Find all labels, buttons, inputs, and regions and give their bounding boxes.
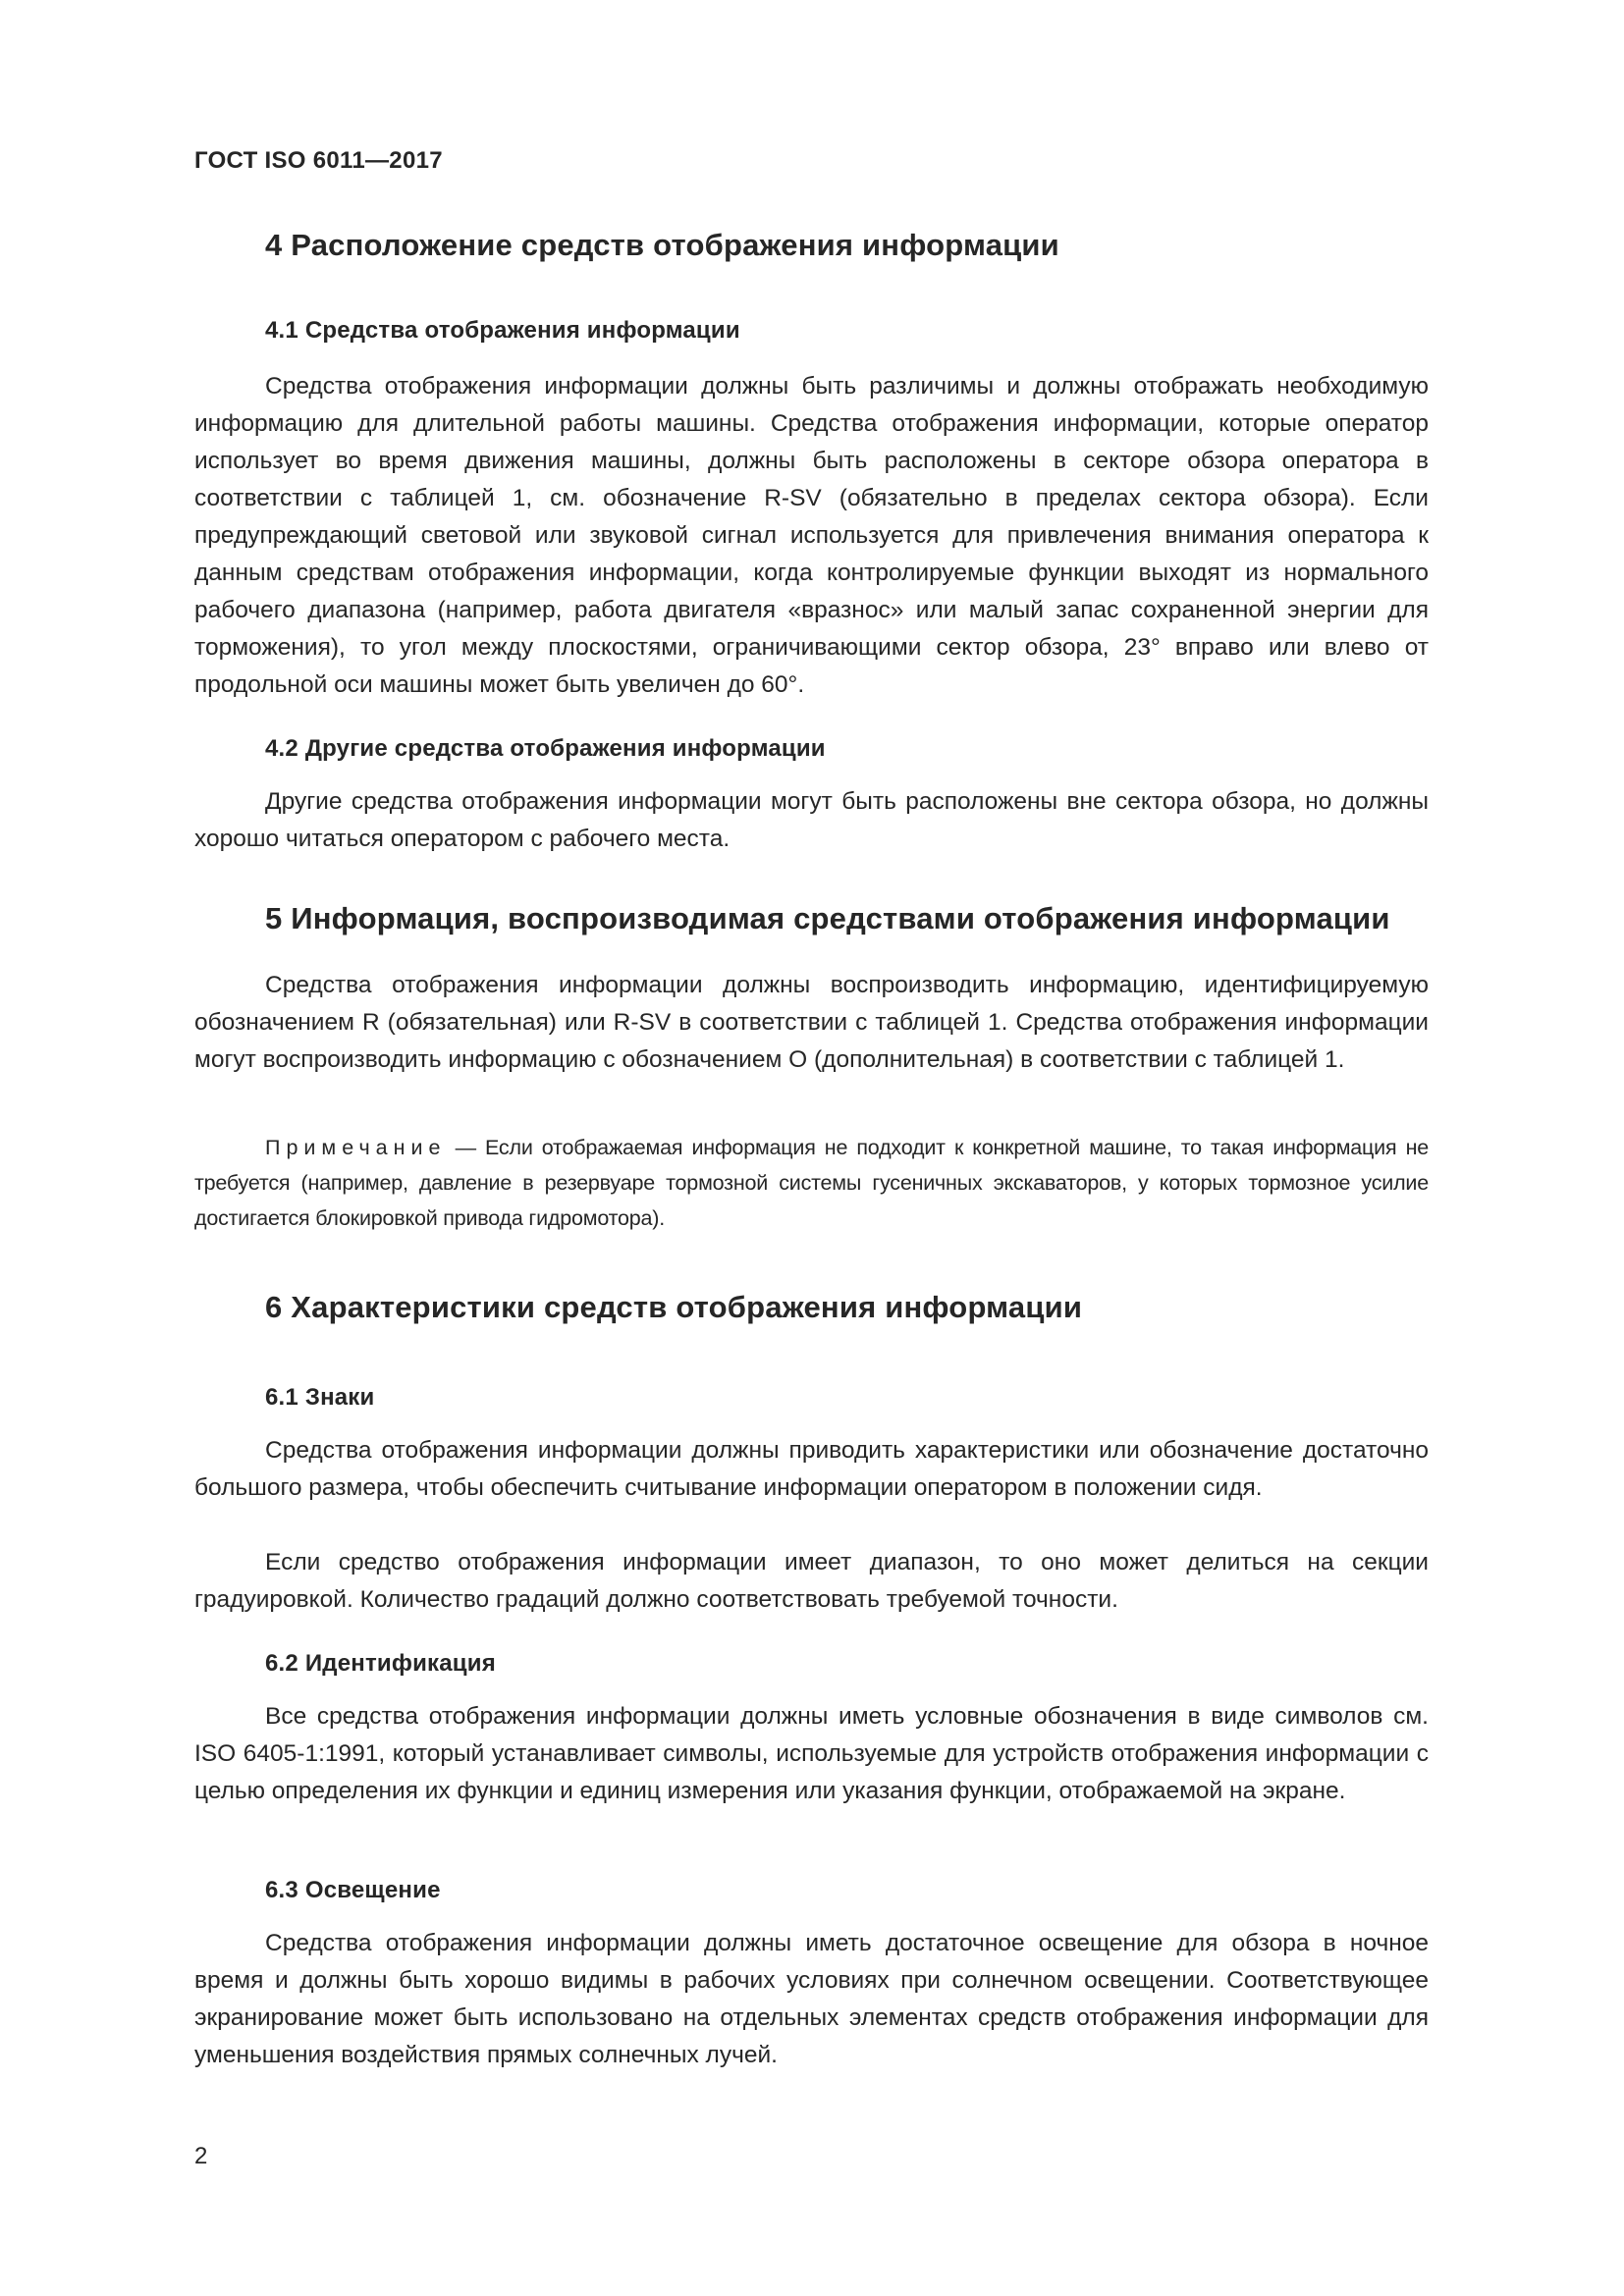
section-6-1-text-2: Если средство отображения информации имеет диапазон, то оно может делиться на секции градуировкой. Количество градаций должно соответствовать требуемой точности.: [194, 1549, 1429, 1613]
page-number: 2: [194, 2143, 208, 2169]
section-6-2-title: 6.2 Идентификация: [265, 1650, 496, 1677]
section-4-2-text: Другие средства отображения информации могут быть расположены вне сектора обзора, но должны хорошо читаться оператором с рабочего места.: [194, 788, 1429, 852]
section-6-2-text: Все средства отображения информации должны иметь условные обозначения в виде символов см. ISO 6405-1:1991, который устанавливает символы, используемые для устройств отображения информации с целью определения их функции и единиц измерения или указания функции, отображаемой на экране.: [194, 1703, 1429, 1804]
section-6-3-text: Средства отображения информации должны иметь достаточное освещение для обзора в ночное время и должны быть хорошо видимы в рабочих условиях при солнечном освещении. Соответствующее экранирование может быть использовано на отдельных элементах средств отображения информации для уменьшения воздействия прямых солнечных лучей.: [194, 1930, 1429, 2068]
section-6-1-title: 6.1 Знаки: [265, 1384, 375, 1411]
section-5-title: 5 Информация, воспроизводимая средствами отображения информации: [265, 901, 1390, 935]
document-header: ГОСТ ISO 6011—2017: [194, 147, 443, 174]
section-4-title: 4 Расположение средств отображения информации: [265, 228, 1059, 262]
note-label: Примечание: [265, 1136, 447, 1159]
section-4-1-title: 4.1 Средства отображения информации: [265, 317, 740, 344]
section-6-title: 6 Характеристики средств отображения информации: [265, 1290, 1083, 1324]
section-6-3-title: 6.3 Освещение: [265, 1877, 441, 1903]
section-4-1-text: Средства отображения информации должны быть различимы и должны отображать необходимую информацию для длительной работы машины. Средства отображения информации, которые оператор использует во время движения машины, должны быть расположены в секторе обзора оператора в соответствии с таблицей 1, см. обозначение R-SV (обязательно в пределах сектора обзора). Если предупреждающий световой или звуковой сигнал используется для привлечения внимания оператора к данным средствам отображения информации, когда контролируемые функции выходят из нормального рабочего диапазона (например, работа двигателя «вразнос» или малый запас сохраненной энергии для торможения), то угол между плоскостями, ограничивающими сектор обзора, 23° вправо или влево от продольной оси машины может быть увеличен до 60°.: [194, 373, 1429, 698]
section-4-2-title: 4.2 Другие средства отображения информации: [265, 735, 826, 762]
section-6-1-text-1: Средства отображения информации должны приводить характеристики или обозначение достаточно большого размера, чтобы обеспечить считывание информации оператором в положении сидя.: [194, 1437, 1429, 1501]
section-5-note: [194, 1130, 1429, 1236]
section-5-text: Средства отображения информации должны воспроизводить информацию, идентифицируемую обозначением R (обязательная) или R-SV в соответствии с таблицей 1. Средства отображения информации могут воспроизводить информацию с обозначением О (дополнительная) в соответствии с таблицей 1.: [194, 972, 1429, 1073]
note-text: — Если отображаемая информация не подходит к конкретной машине, то такая информация не требуется (например, давление в резервуаре тормозной системы гусеничных экскаваторов, у которых тормозное усилие достигается блокировкой привода гидромотора).: [194, 1136, 1429, 1230]
